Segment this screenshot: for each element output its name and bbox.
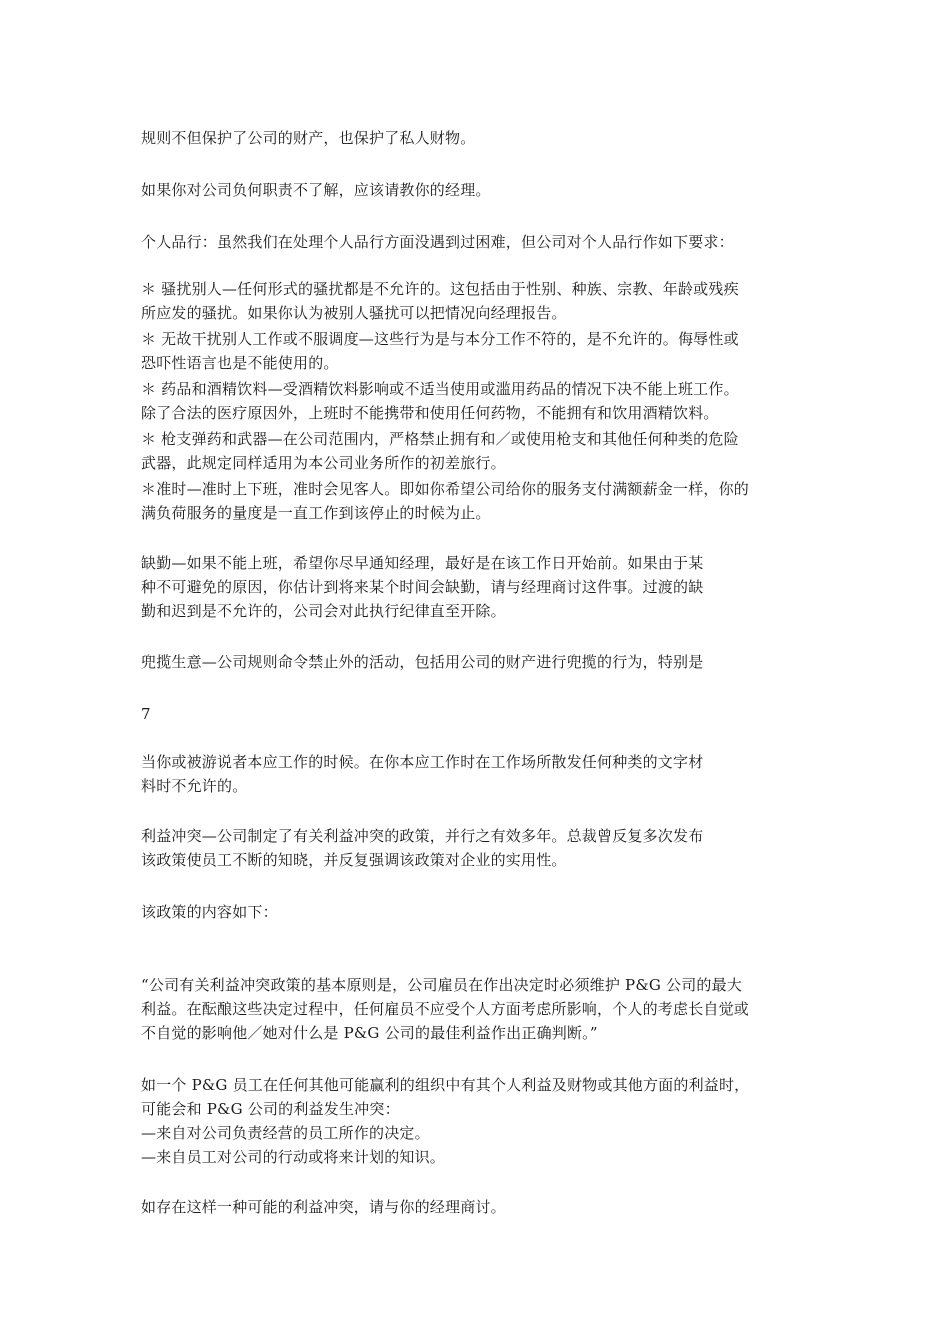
page-number: 7 — [141, 705, 151, 723]
bullet-weapons-line-2: 武器，此规定同样适用为本公司业务所作的初差旅行。 — [141, 454, 506, 472]
paragraph-conflict-line-1: 利益冲突—公司制定了有关利益冲突的政策，并行之有效多年。总裁曾反复多次发布 — [141, 827, 704, 845]
bullet-drugs-alcohol-line-1: ＊ 药品和酒精饮料—受酒精饮料影响或不适当使用或滥用药品的情况下决不能上班工作。 — [141, 380, 739, 398]
paragraph-policy-content-intro: 该政策的内容如下： — [141, 903, 278, 921]
paragraph-pg-employee-line-3: —来自对公司负责经营的员工所作的决定。 — [141, 1124, 430, 1142]
paragraph-solicitation-line-1: 兜揽生意—公司规则命令禁止外的活动，包括用公司的财产进行兜揽的行为，特别是 — [141, 653, 704, 671]
paragraph-absence-line-3: 勤和迟到是不允许的，公司会对此执行纪律直至开除。 — [141, 602, 506, 620]
bullet-drugs-alcohol-line-2: 除了合法的医疗原因外，上班时不能携带和使用任何药物，不能拥有和饮用酒精饮料。 — [141, 404, 719, 422]
bullet-punctuality-line-2: 满负荷服务的量度是一直工作到该停止的时候为止。 — [141, 504, 491, 522]
paragraph-conflict-line-2: 该政策使员工不断的知晓，并反复强调该政策对企业的实用性。 — [141, 851, 567, 869]
quote-policy-line-1: “公司有关利益冲突政策的基本原则是，公司雇员在作出决定时必须维护 P&G 公司的最大 — [141, 976, 743, 994]
bullet-weapons-line-1: ＊ 枪支弹药和武器—在公司范围内，严格禁止拥有和／或使用枪支和其他任何种类的危险 — [141, 430, 739, 448]
paragraph-discuss-with-manager: 如存在这样一种可能的利益冲突，请与你的经理商讨。 — [141, 1198, 506, 1216]
paragraph-pg-employee-line-2: 可能会和 P&G 公司的利益发生冲突： — [141, 1100, 400, 1118]
bullet-interference-line-1: ＊ 无故干扰别人工作或不服调度—这些行为是与本分工作不符的，是不允许的。侮辱性或 — [141, 330, 739, 348]
quote-policy-line-2: 利益。在酝酿这些决定过程中，任何雇员不应受个人方面考虑所影响，个人的考虑长自觉或 — [141, 1000, 750, 1018]
paragraph-pg-employee-line-1: 如一个 P&G 员工在任何其他可能赢利的组织中有其个人利益及财物或其他方面的利益时， — [141, 1076, 750, 1094]
paragraph-ask-manager: 如果你对公司负何职责不了解，应该请教你的经理。 — [141, 181, 491, 199]
paragraph-solicitation-line-2: 当你或被游说者本应工作的时候。在你本应工作时在工作场所散发任何种类的文字材 — [141, 753, 704, 771]
paragraph-solicitation-line-3: 料时不允许的。 — [141, 777, 248, 795]
bullet-punctuality-line-1: ＊准时—准时上下班，准时会见客人。即如你希望公司给你的服务支付满额薪金一样，你的 — [141, 480, 750, 498]
bullet-harassment-line-1: ＊ 骚扰别人—任何形式的骚扰都是不允许的。这包括由于性别、种族、宗教、年龄或残疾 — [141, 280, 739, 298]
paragraph-property-rules: 规则不但保护了公司的财产，也保护了私人财物。 — [141, 129, 476, 147]
paragraph-personal-conduct-intro: 个人品行：虽然我们在处理个人品行方面没遇到过困难，但公司对个人品行作如下要求： — [141, 233, 734, 251]
bullet-harassment-line-2: 所应发的骚扰。如果你认为被别人骚扰可以把情况向经理报告。 — [141, 304, 567, 322]
paragraph-absence-line-2: 种不可避免的原因，你估计到将来某个时间会缺勤，请与经理商讨这件事。过渡的缺 — [141, 578, 704, 596]
paragraph-pg-employee-line-4: —来自员工对公司的行动或将来计划的知识。 — [141, 1148, 446, 1166]
bullet-interference-line-2: 恐吓性语言也是不能使用的。 — [141, 354, 339, 372]
quote-policy-line-3: 不自觉的影响他／她对什么是 P&G 公司的最佳利益作出正确判断。” — [141, 1024, 598, 1042]
paragraph-absence-line-1: 缺勤—如果不能上班，希望你尽早通知经理，最好是在该工作日开始前。如果由于某 — [141, 554, 704, 572]
